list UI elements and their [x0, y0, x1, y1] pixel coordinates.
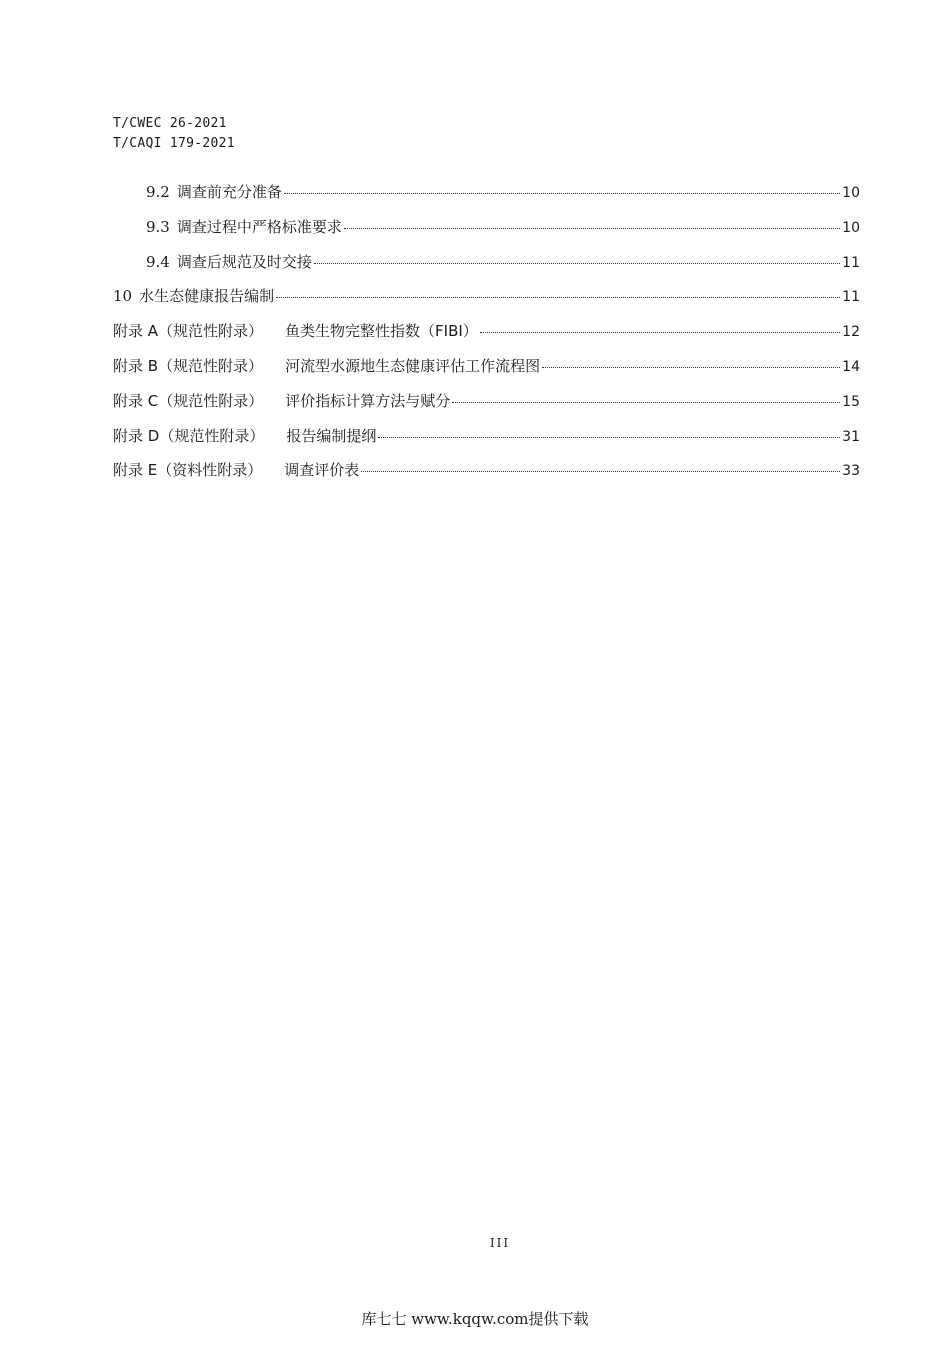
toc-entry-appendix-c[interactable] [113, 389, 860, 424]
toc-page-number: 15 [842, 393, 860, 410]
toc-leader-dots [344, 228, 840, 229]
toc-leader-dots [314, 263, 840, 264]
toc-section-number: 9.2 [146, 183, 170, 201]
toc-title: 鱼类生物完整性指数（FIBI） [285, 322, 478, 341]
standard-number-caqi: T/CAQI 179-2021 [113, 136, 235, 151]
toc-leader-dots [378, 437, 840, 438]
toc-entry-appendix-e[interactable] [113, 458, 860, 493]
toc-appendix-label: 附录 C（规范性附录） [113, 391, 264, 410]
toc-entry-9-2[interactable] [113, 180, 860, 215]
toc-page-number: 14 [842, 358, 860, 375]
toc-leader-dots [361, 471, 840, 472]
toc-title: 调查后规范及时交接 [176, 252, 312, 271]
toc-title: 报告编制提纲 [286, 426, 377, 445]
download-source-note: 库七七 www.kqqw.com提供下载 [361, 1310, 589, 1328]
toc-page-number: 10 [842, 219, 860, 236]
toc-page-number: 11 [842, 289, 860, 306]
toc-title: 调查过程中严格标准要求 [176, 217, 342, 236]
toc-page-number: 11 [842, 254, 860, 271]
page-number: III [489, 1236, 511, 1250]
toc-leader-dots [452, 402, 840, 403]
toc-leader-dots [480, 332, 840, 333]
toc-title: 调查前充分准备 [176, 183, 282, 201]
standard-header [113, 114, 235, 154]
toc-leader-dots [542, 367, 840, 368]
standard-number-cwec: T/CWEC 26-2021 [113, 116, 227, 131]
table-of-contents [113, 180, 860, 493]
toc-appendix-label: 附录 E（资料性附录） [113, 461, 263, 480]
toc-section-number: 10 [113, 287, 133, 306]
toc-entry-appendix-b[interactable] [113, 354, 860, 389]
toc-appendix-label: 附录 D（规范性附录） [113, 426, 265, 445]
toc-section-number: 9.4 [146, 252, 170, 271]
toc-entry-9-4[interactable] [113, 250, 860, 285]
toc-title: 评价指标计算方法与赋分 [285, 391, 451, 410]
toc-entry-appendix-a[interactable] [113, 319, 860, 354]
toc-leader-dots [276, 297, 840, 298]
toc-title: 水生态健康报告编制 [139, 287, 275, 306]
toc-page-number: 10 [842, 185, 860, 201]
toc-title: 河流型水源地生态健康评估工作流程图 [285, 356, 541, 375]
toc-entry-appendix-d[interactable] [113, 424, 860, 459]
toc-appendix-label: 附录 A（规范性附录） [113, 322, 264, 341]
toc-section-number: 9.3 [146, 217, 170, 236]
toc-leader-dots [284, 193, 840, 194]
toc-entry-9-3[interactable] [113, 215, 860, 250]
toc-appendix-label: 附录 B（规范性附录） [113, 356, 264, 375]
toc-title: 调查评价表 [284, 461, 360, 480]
toc-entry-10[interactable] [113, 284, 860, 319]
toc-page-number: 12 [842, 324, 860, 341]
toc-page-number: 33 [842, 463, 860, 480]
toc-page-number: 31 [842, 428, 860, 445]
